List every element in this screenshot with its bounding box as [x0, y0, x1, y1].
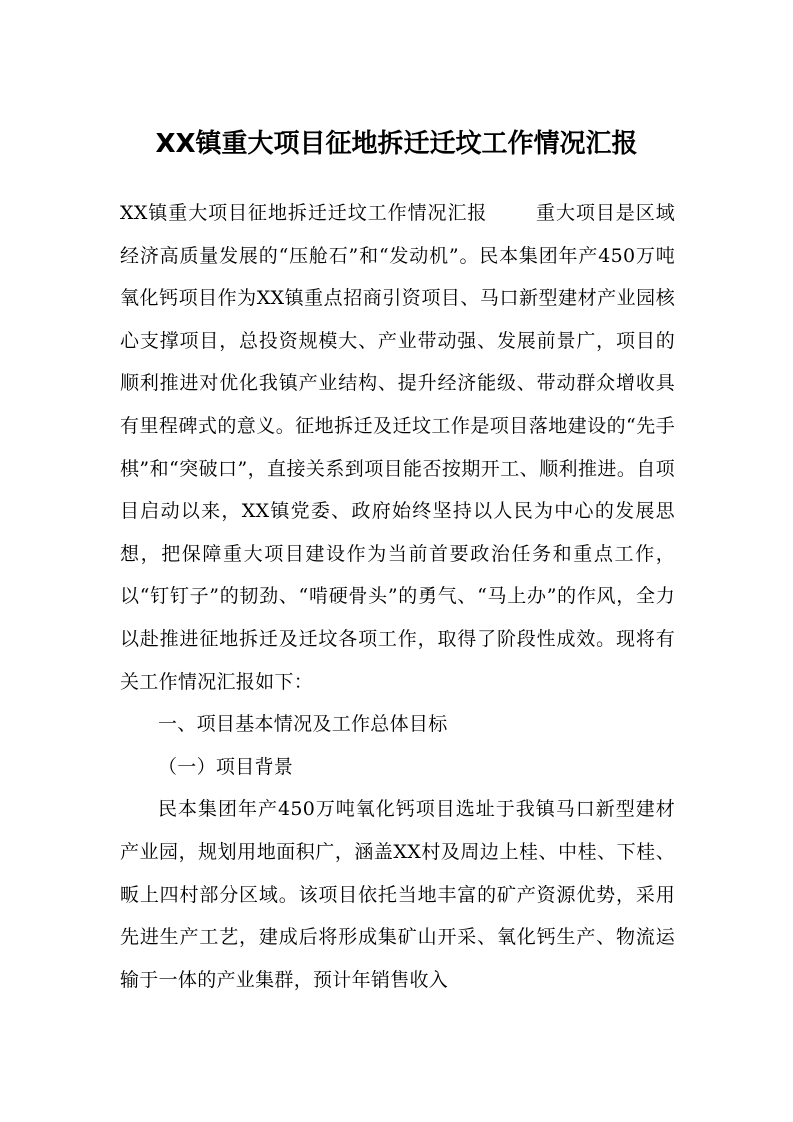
section-heading: 一、项目基本情况及工作总体目标 [158, 713, 448, 736]
paragraph-text: 民本集团年产450万吨氧化钙项目选址于我镇马口新型建材产业园，规划用地面积广，涵盖XX村及周边上桂、中桂、下桂、畈上四村部分区域。该项目依托当地丰富的矿产资源优势，采用先进生产工艺，建成后将形成集矿山开采、氧化钙生产、物流运输于一体的产业集群，预计年销售收入 [120, 798, 675, 991]
document-body [120, 192, 675, 1001]
intro-paragraph [120, 192, 675, 703]
intro-heading: XX镇重大项目征地拆迁迁坟工作情况汇报 [120, 202, 488, 224]
page-title: XX镇重大项目征地拆迁迁坟工作情况汇报 [155, 129, 638, 159]
subsection-heading: （一）项目背景 [158, 755, 294, 778]
paragraph-text: 重大项目是区域经济高质量发展的“压舱石”和“发动机”。民本集团年产450万吨氧化钙项目作为XX镇重点招商引资项目、马口新型建材产业园核心支撑项目，总投资规模大、产业带动强、发展前景广，项目的顺利推进对优化我镇产业结构、提升经济能级、带动群众增收具有里程碑式的意义。征地拆迁及迁坟工作是项目落地建设的“先手棋”和“突破口”，直接关系到项目能否按期开工、顺利推进。自项目启动以来，XX镇党委、政府始终坚持以人民为中心的发展思想，把保障重大项目建设作为当前首要政治任务和重点工作，以“钉钉子”的韧劲、“啃硬骨头”的勇气、“马上办”的作风，全力以赴推进征地拆迁及迁坟各项工作，取得了阶段性成效。现将有关工作情况汇报如下： [120, 202, 675, 693]
